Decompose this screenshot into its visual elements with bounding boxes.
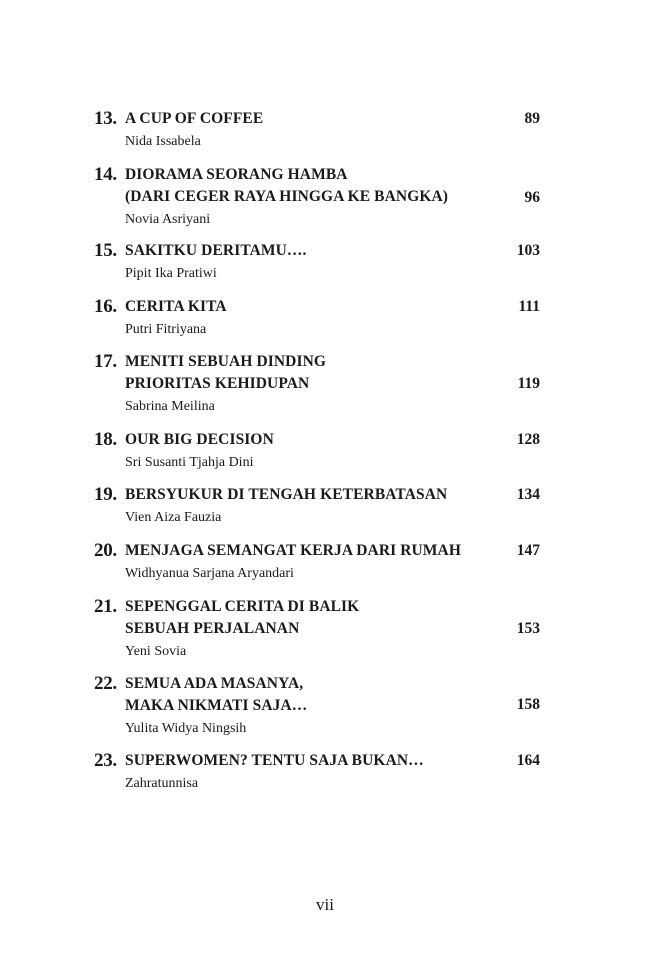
- toc-entry-17: [94, 351, 540, 418]
- toc-entry-22: [94, 673, 540, 740]
- entry-title: BERSYUKUR DI TENGAH KETERBATASAN: [125, 486, 448, 503]
- entry-title-continued: SEBUAH PERJALANAN: [125, 620, 300, 637]
- entry-author: Novia Asriyani: [125, 212, 211, 227]
- entry-number: 20.: [94, 540, 117, 561]
- entry-author: Pipit Ika Pratiwi: [125, 266, 217, 281]
- entry-number: 14.: [94, 164, 117, 185]
- toc-entry-18: [94, 429, 540, 474]
- entry-title: SUPERWOMEN? TENTU SAJA BUKAN…: [125, 752, 424, 769]
- entry-title: SEMUA ADA MASANYA,: [125, 675, 304, 692]
- entry-title: DIORAMA SEORANG HAMBA: [125, 166, 348, 183]
- entry-title: A CUP OF COFFEE: [125, 110, 264, 127]
- toc-entry-19: [94, 484, 540, 529]
- entry-page-number: 119: [517, 375, 540, 392]
- toc-entry-14: [94, 164, 540, 231]
- entry-number: 23.: [94, 750, 117, 771]
- entry-author: Vien Aiza Fauzia: [125, 510, 222, 525]
- entry-title-continued: (DARI CEGER RAYA HINGGA KE BANGKA): [125, 188, 449, 205]
- entry-page-number: 111: [518, 298, 540, 315]
- entry-author: Nida Issabela: [125, 134, 201, 149]
- page-folio: vii: [316, 895, 334, 914]
- entry-page-number: 89: [524, 110, 540, 127]
- entry-number: 18.: [94, 429, 117, 450]
- entry-page-number: 134: [516, 486, 540, 503]
- entry-number: 21.: [94, 596, 117, 617]
- entry-author: Yeni Sovia: [125, 644, 187, 659]
- entry-title: SEPENGGAL CERITA DI BALIK: [125, 598, 360, 615]
- entry-number: 17.: [94, 351, 117, 372]
- entry-author: Sri Susanti Tjahja Dini: [125, 455, 254, 470]
- entry-author: Sabrina Meilina: [125, 399, 215, 414]
- entry-title-continued: PRIORITAS KEHIDUPAN: [125, 375, 310, 392]
- toc-entry-16: [94, 296, 540, 341]
- toc-entry-15: [94, 240, 540, 285]
- entry-author: Widhyanua Sarjana Aryandari: [125, 566, 294, 581]
- entry-page-number: 158: [516, 696, 540, 713]
- entry-title: MENITI SEBUAH DINDING: [125, 353, 327, 370]
- entry-number: 22.: [94, 673, 117, 694]
- toc-entry-20: [94, 540, 540, 585]
- entry-author: Yulita Widya Ningsih: [125, 721, 247, 736]
- entry-number: 13.: [94, 108, 117, 129]
- entry-page-number: 128: [516, 431, 540, 448]
- entry-title: OUR BIG DECISION: [125, 431, 274, 448]
- entry-author: Putri Fitriyana: [125, 322, 207, 337]
- entry-title-continued: MAKA NIKMATI SAJA…: [125, 697, 308, 714]
- entry-number: 15.: [94, 240, 117, 261]
- entry-page-number: 147: [516, 542, 540, 559]
- entry-title: MENJAGA SEMANGAT KERJA DARI RUMAH: [125, 542, 461, 559]
- entry-title: SAKITKU DERITAMU….: [125, 242, 307, 259]
- entry-page-number: 153: [516, 620, 540, 637]
- entry-title: CERITA KITA: [125, 298, 227, 315]
- entry-page-number: 96: [524, 189, 540, 206]
- entry-page-number: 103: [516, 242, 540, 259]
- toc-entry-23: [94, 750, 540, 795]
- toc-entry-21: [94, 596, 540, 663]
- toc-entry-13: [94, 108, 540, 153]
- entry-author: Zahratunnisa: [125, 776, 199, 791]
- entry-number: 16.: [94, 296, 117, 317]
- entry-page-number: 164: [516, 752, 540, 769]
- entry-number: 19.: [94, 484, 117, 505]
